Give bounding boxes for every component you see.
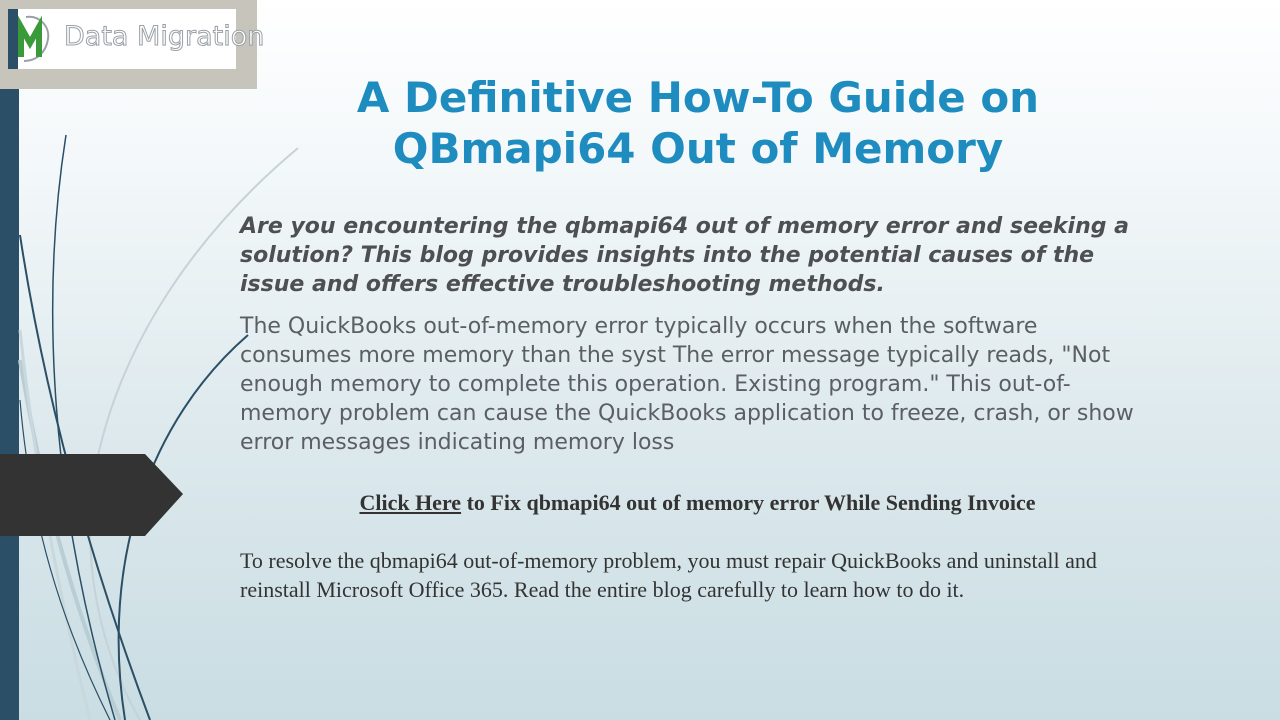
arrow-banner: [0, 454, 185, 536]
click-here-link[interactable]: Click Here: [359, 490, 462, 515]
resolution-paragraph: To resolve the qbmapi64 out-of-memory problem, you must repair QuickBooks and uninstall and reinstall Microsoft Office 365. Read the entire blog carefully to learn how to do it.: [240, 548, 1097, 602]
logo-m-icon: [18, 13, 52, 65]
logo-mark-text: M: [18, 13, 19, 14]
page-title: A Definitive How-To Guide on QBmapi64 Out of Memory: [356, 73, 1040, 173]
logo-panel: [8, 9, 265, 69]
intro-paragraph: Are you encountering the qbmapi64 out of memory error and seeking a solution? This blog provides insights into the potential causes of the issue and offers effective troubleshooting methods.: [240, 214, 1129, 297]
description-paragraph: The QuickBooks out-of-memory error typically occurs when the software consumes more memory than the syst The error message typically reads, "Not enough memory to complete this operation. Existing program." This out-of-memory problem can cause the QuickBooks application to freeze, crash, or show error messages indicating memory loss: [240, 314, 1134, 455]
cta-text: to Fix qbmapi64 out of memory error While Sending Invoice: [461, 490, 1036, 515]
logo-text: Data Migration: [64, 21, 265, 52]
call-to-action: [240, 489, 1155, 517]
logo-container: [0, 0, 265, 89]
